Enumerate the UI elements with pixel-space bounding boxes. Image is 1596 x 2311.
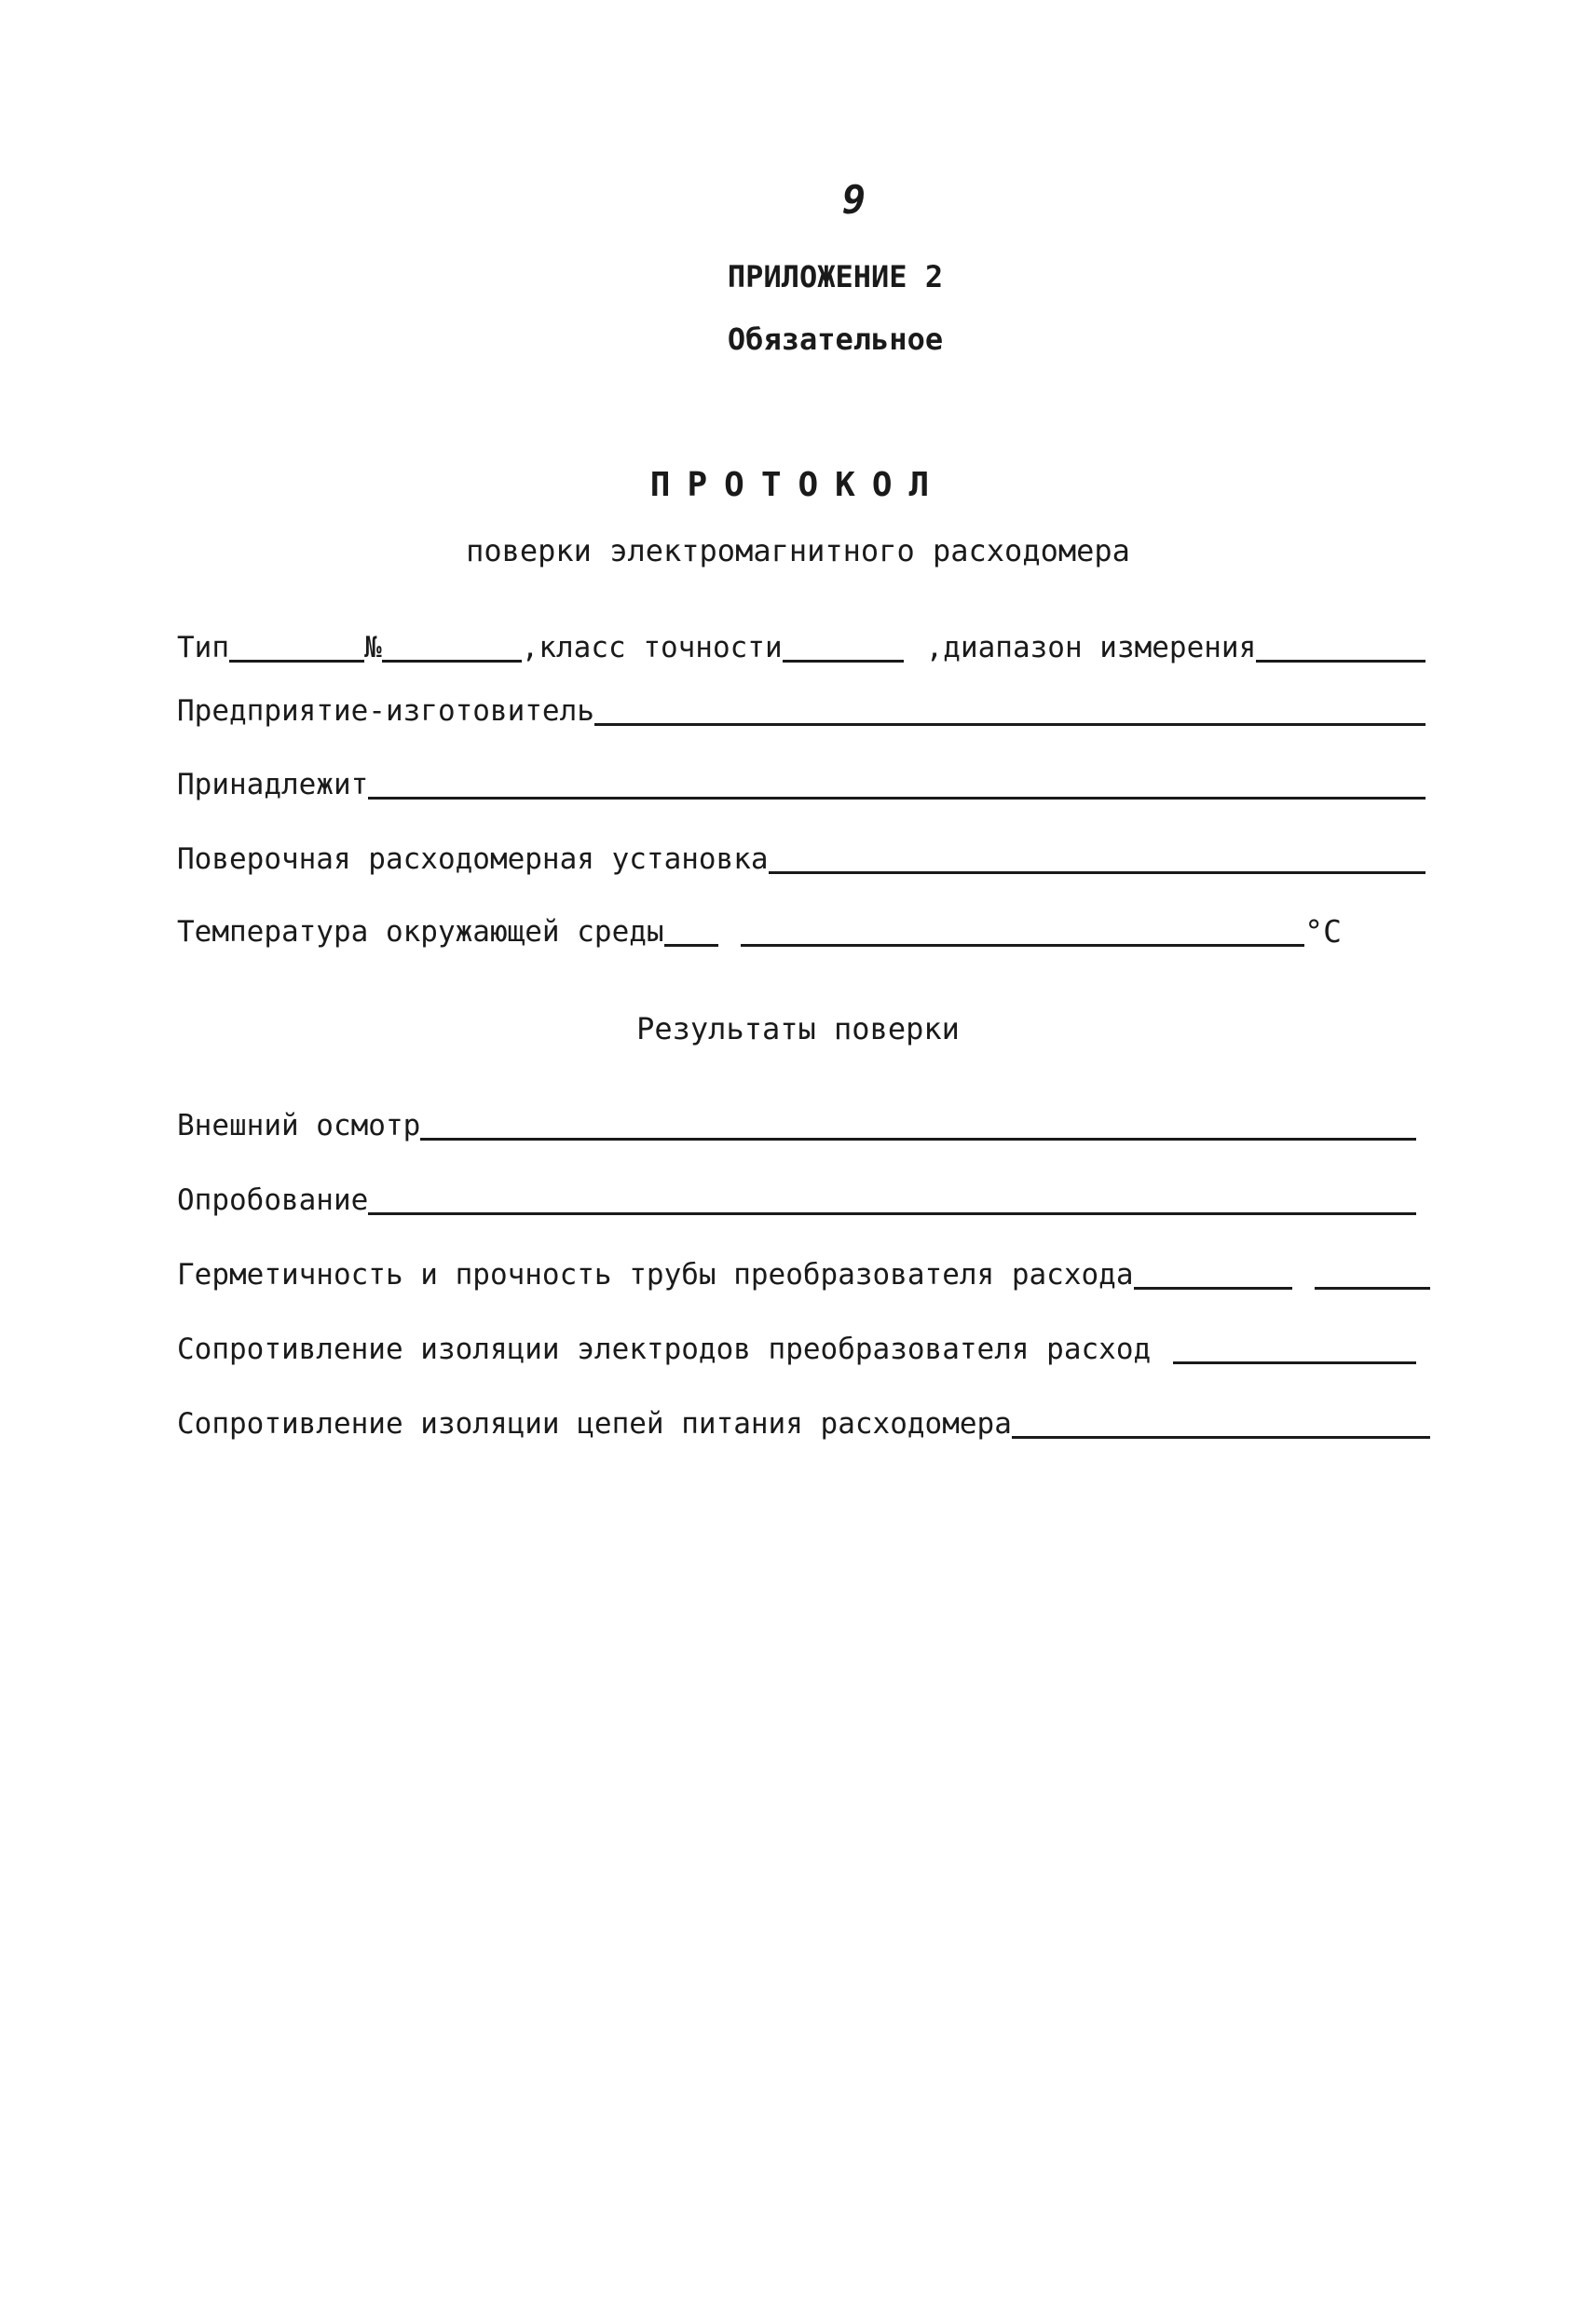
result-row [177,1247,1430,1293]
accuracy-label: ,класс точности [521,631,783,664]
result-label: Сопротивление изоляции электродов преобразователя расход [177,1333,1152,1366]
number-field[interactable] [382,626,522,663]
temperature-row [177,904,1342,950]
temperature-field[interactable] [741,910,1305,947]
temperature-field-short[interactable] [664,910,718,947]
page-number: 9 [841,177,866,223]
result-field[interactable] [1173,1328,1416,1364]
result-field[interactable] [420,1104,1416,1141]
result-field-extra[interactable] [1315,1253,1431,1290]
appendix-label: ПРИЛОЖЕНИЕ 2 [727,259,944,294]
document-subtitle: поверки электромагнитного расходомера [466,533,1130,568]
manufacturer-row [177,683,1425,730]
document-title: ПРОТОКОЛ [649,466,947,504]
result-field[interactable] [368,1179,1416,1215]
result-label: Герметичность и прочность трубы преобразователя расхода [177,1258,1134,1292]
temperature-label: Температура окружающей среды [177,915,664,949]
accuracy-field[interactable] [783,626,904,663]
range-field[interactable] [1256,626,1425,663]
result-row [177,1321,1416,1368]
setup-field[interactable] [769,838,1425,874]
result-row [177,1098,1416,1144]
temperature-unit: °С [1304,913,1342,950]
setup-row [177,831,1425,878]
result-row [177,1172,1416,1219]
manufacturer-field[interactable] [594,690,1425,726]
type-field[interactable] [229,626,364,663]
type-row [177,620,1425,666]
number-label: № [364,631,382,664]
range-label: ,диапазон измерения [925,631,1257,664]
appendix-status: Обязательное [727,321,944,357]
result-label: Внешний осмотр [177,1109,421,1142]
result-field[interactable] [1134,1253,1292,1290]
manufacturer-label: Предприятие-изготовитель [177,694,594,728]
result-field[interactable] [1012,1402,1430,1439]
owner-label: Принадлежит [177,768,369,801]
result-label: Опробование [177,1183,369,1217]
owner-field[interactable] [368,763,1425,800]
result-label: Сопротивление изоляции цепей питания расходомера [177,1407,1012,1441]
results-title: Результаты поверки [636,1011,960,1046]
setup-label: Поверочная расходомерная установка [177,842,769,876]
result-row [177,1396,1430,1443]
owner-row [177,757,1425,803]
type-label: Тип [177,631,229,664]
